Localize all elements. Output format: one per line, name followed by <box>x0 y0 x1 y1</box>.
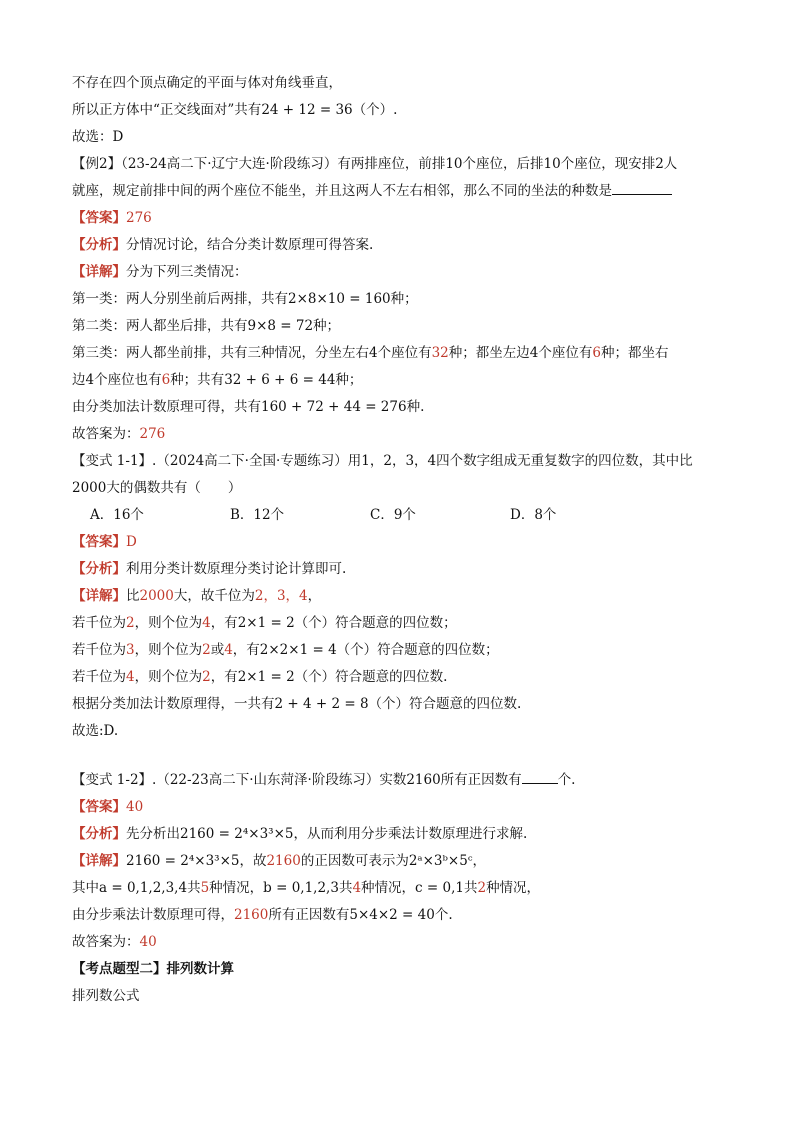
text-line <box>72 875 722 902</box>
text-line <box>72 610 722 637</box>
text: （个）符合题意的四位数. <box>294 669 448 685</box>
text: 所有正因数有 <box>268 907 350 923</box>
text: 所以正方体中“正交线面对”共有 <box>72 102 262 118</box>
text: 故选：D <box>72 129 124 145</box>
detail-tag: 【详解】 <box>72 853 126 869</box>
text: 第三类：两人都坐前排，共有三种情况，分坐左右4个座位有 <box>72 345 432 361</box>
text-line <box>72 367 722 394</box>
text: ， <box>307 588 322 604</box>
analysis-tag: 【分析】 <box>72 826 126 842</box>
text-line <box>72 178 722 205</box>
number: 4 <box>202 615 211 631</box>
final-answer: 故选:D. <box>72 723 119 739</box>
answer-value: 276 <box>126 210 152 226</box>
text: 由分步乘法计数原理可得， <box>72 907 234 923</box>
text: 比 <box>126 588 140 604</box>
math-expression: 160 + 72 + 44 = 276 <box>261 399 407 415</box>
number: 4 <box>224 642 233 658</box>
analysis-tag: 【分析】 <box>72 561 126 577</box>
text: 共 <box>338 880 353 896</box>
text: 第二类：两人都坐后排，共有 <box>72 318 248 334</box>
analysis-line <box>72 232 722 259</box>
text: 或 <box>210 642 225 658</box>
text-line <box>72 70 722 97</box>
text-line <box>72 340 722 367</box>
text: （个）符合题意的四位数； <box>336 642 499 658</box>
number: 2 <box>477 880 487 896</box>
option-a: A．16个 <box>90 507 144 523</box>
spacer <box>72 745 722 767</box>
text-line <box>72 421 722 448</box>
option-c: C．9个 <box>370 507 416 523</box>
number: 3 <box>126 642 135 658</box>
text: 由分类加法计数原理可得，共有 <box>72 399 261 415</box>
text: 边4个座位也有 <box>72 372 162 388</box>
math-expression: 2160 = 2⁴×3³×5 <box>180 826 294 842</box>
text: 个. <box>434 907 453 923</box>
text: ，则个位为 <box>134 615 203 631</box>
variant-tag: 【变式 1-1】 <box>72 453 153 469</box>
text: 故答案为： <box>72 934 140 950</box>
number: 6 <box>161 372 171 388</box>
detail-tag: 【详解】 <box>72 264 126 280</box>
text: 种. <box>406 399 425 415</box>
math-expression: c = 0,1 <box>415 880 464 896</box>
text: 种情况， <box>361 880 416 896</box>
text: ，故 <box>239 853 267 869</box>
text: ，有 <box>210 669 238 685</box>
text-line <box>72 664 722 691</box>
number: 2 <box>126 615 135 631</box>
text: ，有 <box>232 642 260 658</box>
math-expression: 2×1 = 2 <box>237 669 295 685</box>
text-line <box>72 286 722 313</box>
text-line <box>72 929 722 956</box>
number: 2 <box>202 642 211 658</box>
number: 2，3，4 <box>254 588 308 604</box>
question-text: （23-24高二下·辽宁大连·阶段练习）有两排座位，前排10个座位，后排10个座位，现安排2人 <box>121 156 678 172</box>
number: 2 <box>202 669 211 685</box>
answer-line <box>72 529 722 556</box>
text-line <box>72 475 722 502</box>
text: ，则个位为 <box>134 642 203 658</box>
number: 2160 <box>234 907 269 923</box>
number: 2160 <box>266 853 301 869</box>
detail-text: 分为下列三类情况： <box>126 264 248 280</box>
text-line <box>72 394 722 421</box>
text: 若千位为 <box>72 642 126 658</box>
text-line <box>72 313 722 340</box>
text: ，则个位为 <box>134 669 203 685</box>
text: 其中 <box>72 880 99 896</box>
example-tag: 【例2】 <box>72 156 122 172</box>
document-page <box>72 70 722 1010</box>
text: 不存在四个顶点确定的平面与体对角线垂直， <box>72 75 342 91</box>
question-text: .（22-23高二下·山东菏泽·阶段练习）实数2160所有正因数有 <box>152 772 522 788</box>
text: 种； <box>335 372 363 388</box>
answer-value: D <box>126 534 137 550</box>
answer-line <box>72 205 722 232</box>
question-text: .（2024高二下·全国·专题练习）用1，2，3，4四个数字组成无重复数字的四位数，其中比 <box>152 453 693 469</box>
math-expression: 2×8×10 = 160 <box>288 291 391 307</box>
text: ，从而利用分步乘法计数原理进行求解. <box>293 826 528 842</box>
option-b: B．12个 <box>230 507 285 523</box>
math-expression: 2 + 4 + 2 = 8 <box>274 696 369 712</box>
text: ， <box>472 853 486 869</box>
text: 种；都坐左边4个座位有 <box>448 345 593 361</box>
math-expression: 2×1 = 2 <box>237 615 295 631</box>
section-subtitle: 排列数公式 <box>72 988 140 1004</box>
number: 4 <box>126 669 135 685</box>
text: （个）. <box>352 102 398 118</box>
math-expression: 2ᵃ×3ᵇ×5ᶜ <box>408 853 473 869</box>
text-line <box>72 691 722 718</box>
answer-tag: 【答案】 <box>72 534 126 550</box>
math-expression: a = 0,1,2,3,4 <box>99 880 188 896</box>
text: 先分析出 <box>126 826 180 842</box>
detail-line <box>72 848 722 875</box>
options-row <box>72 502 722 529</box>
final-answer: 276 <box>139 426 166 442</box>
text: 种；共有 <box>170 372 225 388</box>
text: 大，故千位为 <box>173 588 255 604</box>
text: 共 <box>463 880 478 896</box>
detail-line <box>72 259 722 286</box>
text: 的正因数可表示为 <box>300 853 409 869</box>
answer-line <box>72 794 722 821</box>
question-text: 2000大的偶数共有（ ） <box>72 480 242 496</box>
text: 共 <box>187 880 201 896</box>
text-line <box>72 983 722 1010</box>
detail-line <box>72 583 722 610</box>
analysis-line <box>72 556 722 583</box>
section-heading <box>72 956 722 983</box>
question-text: 个. <box>557 772 576 788</box>
number: 6 <box>592 345 601 361</box>
text-line <box>72 718 722 745</box>
math-expression: 5×4×2 = 40 <box>349 907 435 923</box>
final-answer: 40 <box>139 934 157 950</box>
number: 4 <box>352 880 362 896</box>
text: 种情况， <box>209 880 264 896</box>
number: 32 <box>431 345 449 361</box>
answer-blank <box>522 769 558 784</box>
number: 2000 <box>139 588 174 604</box>
math-expression: 24 + 12 = 36 <box>261 102 353 118</box>
text: 种； <box>313 318 341 334</box>
example-heading <box>72 448 722 475</box>
answer-value: 40 <box>126 799 144 815</box>
option-d: D．8个 <box>510 507 557 523</box>
text: （个）符合题意的四位数； <box>294 615 457 631</box>
text: 种情况， <box>486 880 541 896</box>
text: 种； <box>390 291 418 307</box>
text: 若千位为 <box>72 615 126 631</box>
variant-tag: 【变式 1-2】 <box>72 772 153 788</box>
math-expression: 32 + 6 + 6 = 44 <box>224 372 336 388</box>
analysis-line <box>72 821 722 848</box>
text: 根据分类加法计数原理得，一共有 <box>72 696 275 712</box>
math-expression: b = 0,1,2,3 <box>263 880 339 896</box>
math-expression: 2×2×1 = 4 <box>259 642 337 658</box>
text-line <box>72 902 722 929</box>
answer-blank <box>612 180 672 195</box>
detail-tag: 【详解】 <box>72 588 126 604</box>
example-heading <box>72 151 722 178</box>
text: 若千位为 <box>72 669 126 685</box>
text-line <box>72 124 722 151</box>
text-line <box>72 97 722 124</box>
section-title: 【考点题型二】排列数计算 <box>72 961 234 977</box>
analysis-text: 利用分类计数原理分类讨论计算即可. <box>126 561 347 577</box>
text: 故答案为： <box>72 426 140 442</box>
question-text: 就座，规定前排中间的两个座位不能坐，并且这两人不左右相邻，那么不同的坐法的种数是 <box>72 183 612 199</box>
example-heading <box>72 767 722 794</box>
answer-tag: 【答案】 <box>72 210 126 226</box>
text: 第一类：两人分别坐前后两排，共有 <box>72 291 288 307</box>
number: 5 <box>200 880 210 896</box>
answer-tag: 【答案】 <box>72 799 126 815</box>
math-expression: 9×8 = 72 <box>247 318 314 334</box>
math-expression: 2160 = 2⁴×3³×5 <box>126 853 240 869</box>
analysis-text: 分情况讨论，结合分类计数原理可得答案. <box>126 237 374 253</box>
analysis-tag: 【分析】 <box>72 237 126 253</box>
text: （个）符合题意的四位数. <box>368 696 522 712</box>
text: 种；都坐右 <box>600 345 669 361</box>
text-line <box>72 637 722 664</box>
text: ，有 <box>210 615 238 631</box>
